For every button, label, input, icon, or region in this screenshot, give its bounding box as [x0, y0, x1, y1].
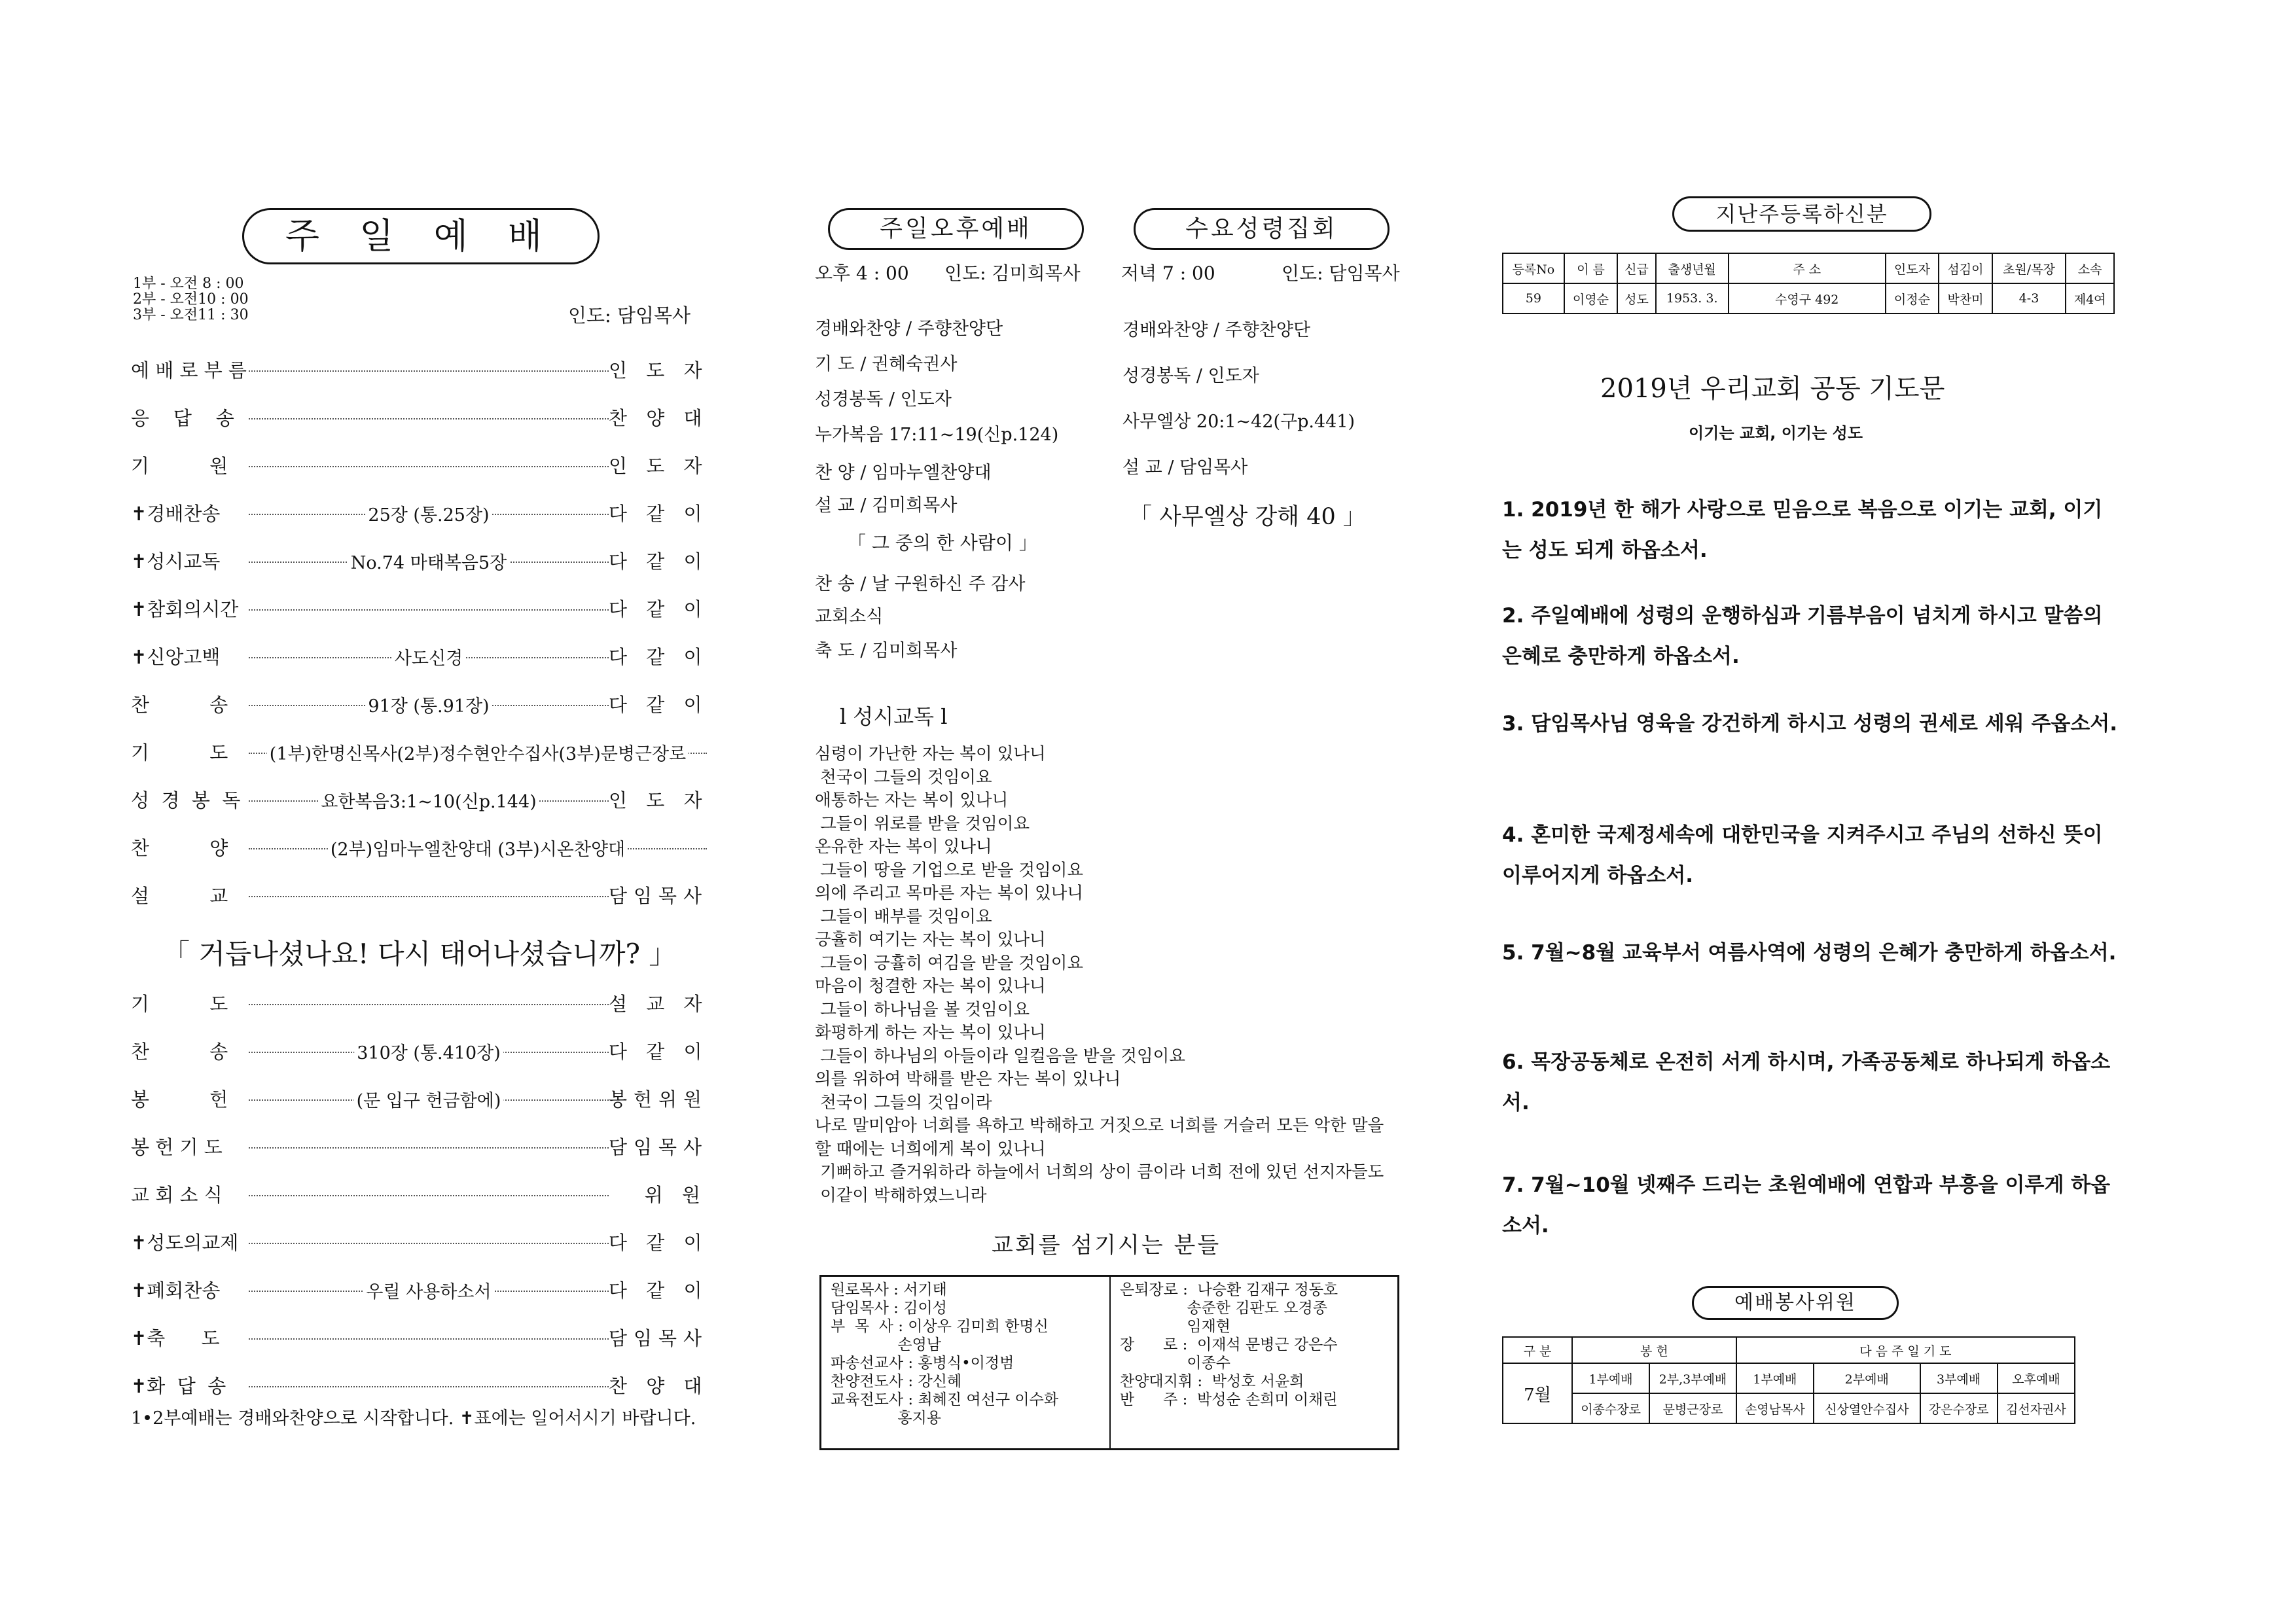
table-cell: 4-3 — [1992, 283, 2066, 313]
table-header-cell: 2부예배 — [1814, 1363, 1920, 1393]
order-item-detail: 우릴 사용하소서 — [363, 1277, 493, 1303]
order-leader-line — [249, 1132, 609, 1160]
staff-section-title: 교회를 섬기시는 분들 — [992, 1232, 1221, 1258]
order-item-person: 설 교 자 — [609, 992, 709, 1015]
order-item-detail: 사도신경 — [392, 644, 465, 669]
order-leader-line — [249, 1227, 609, 1256]
table-header-cell: 이 름 — [1564, 253, 1618, 283]
afternoon-line: 경배와찬양 / 주향찬양단 — [815, 319, 1003, 339]
order-item-person: 다 같 이 — [609, 597, 709, 620]
service-committee-table — [1502, 1336, 2075, 1424]
dotted-leader — [249, 418, 609, 419]
order-leader-line — [249, 1084, 609, 1113]
table-header-cell: 다 음 주 일 기 도 — [1736, 1337, 2075, 1363]
table-header-cell: 구 분 — [1503, 1337, 1572, 1363]
order-leader-line — [249, 832, 707, 861]
afternoon-wednesday-section — [815, 196, 1443, 1472]
order-item-label: 기 원 — [131, 454, 228, 477]
order-item-label: 예 배 로 부 름 — [131, 359, 247, 382]
table-header-cell: 1부예배 — [1572, 1363, 1649, 1393]
dotted-leader — [249, 1195, 609, 1196]
afternoon-service-title: 주일오후예배 — [828, 208, 1084, 250]
dotted-leader — [249, 609, 609, 611]
order-row — [131, 1179, 707, 1208]
registration-title: 지난주등록하신분 — [1672, 196, 1931, 232]
order-row — [131, 785, 707, 813]
afternoon-line: 성경봉독 / 인도자 — [815, 389, 952, 410]
order-item-label: ✝축 도 — [131, 1327, 220, 1349]
table-cell: 김선자권사 — [1998, 1393, 2075, 1423]
order-item-label: ✝참회의시간 — [131, 597, 239, 620]
order-row — [131, 498, 707, 527]
order-row — [131, 1275, 707, 1304]
afternoon-line: 찬 양 / 임마누엘찬양대 — [815, 463, 992, 483]
order-row — [131, 450, 707, 479]
order-item-detail: No.74 마태복음5장 — [348, 548, 510, 574]
table-header-cell: 초원/목장 — [1992, 253, 2066, 283]
staff-divider — [1109, 1277, 1111, 1448]
prayer-subtitle: 이기는 교회, 이기는 성도 — [1689, 424, 1863, 442]
table-cell: 손영남목사 — [1736, 1393, 1814, 1423]
sunday-worship-section — [131, 196, 720, 1472]
service-time-1: 1부 - 오전 8 : 00 — [133, 276, 244, 292]
table-header-cell: 출생년월 — [1656, 253, 1729, 283]
table-cell: 1953. 3. — [1656, 283, 1729, 313]
table-header-cell: 인도자 — [1886, 253, 1939, 283]
prayer-item: 7. 7월~10월 넷째주 드리는 초원예배에 연합과 부흥을 이루게 하옵소서. — [1502, 1173, 2111, 1238]
order-item-person: 찬 양 대 — [609, 406, 709, 429]
order-item-label: ✝성시교독 — [131, 550, 221, 573]
table-cell: 성도 — [1617, 283, 1656, 313]
order-item-person: 인 도 자 — [609, 359, 709, 382]
service-committee-title: 예배봉사위원 — [1692, 1286, 1899, 1320]
order-item-person: 다 같 이 — [609, 550, 709, 573]
order-leader-line — [249, 1036, 609, 1065]
order-item-detail: 310장 (통.410장) — [354, 1039, 503, 1064]
order-row — [131, 1323, 707, 1351]
order-row — [131, 1084, 707, 1113]
afternoon-line: 기 도 / 권혜숙권사 — [815, 354, 958, 374]
order-item-label: 성 경 봉 독 — [131, 789, 241, 812]
order-item-label: 찬 양 — [131, 836, 228, 859]
table-header-cell: 1부예배 — [1736, 1363, 1814, 1393]
order-item-detail: 25장 (통.25장) — [365, 501, 492, 526]
order-row — [131, 546, 707, 575]
table-cell: 수영구 492 — [1729, 283, 1886, 313]
order-item-person: 인 도 자 — [609, 789, 709, 812]
order-item-person: 찬 양 대 — [609, 1374, 709, 1397]
wednesday-sermon-title: 「 사무엘상 강해 40 」 — [1129, 504, 1366, 530]
order-item-person: 인 도 자 — [609, 454, 709, 477]
order-row — [131, 641, 707, 670]
order-row — [131, 1036, 707, 1065]
table-row — [1503, 1363, 2075, 1393]
responsive-reading-title: l 성시교독 l — [840, 704, 948, 729]
dotted-leader — [249, 896, 609, 897]
wednesday-time: 저녁 7 : 00 — [1121, 262, 1215, 284]
order-row — [131, 1370, 707, 1399]
order-item-person: 다 같 이 — [609, 1279, 709, 1302]
order-row — [131, 832, 707, 861]
order-row — [131, 880, 707, 909]
order-item-person: 다 같 이 — [609, 1040, 709, 1063]
table-cell: 신상열안수집사 — [1814, 1393, 1920, 1423]
table-header-cell: 봉 헌 — [1572, 1337, 1736, 1363]
dotted-leader — [249, 370, 609, 372]
wednesday-line: 설 교 / 담임목사 — [1122, 457, 1248, 478]
order-leader-line — [249, 641, 609, 670]
order-leader-line — [249, 1179, 609, 1208]
table-cell: 박찬미 — [1939, 283, 1992, 313]
order-item-label: 봉 헌 기 도 — [131, 1135, 223, 1158]
prayer-item: 1. 2019년 한 해가 사랑으로 믿음으로 복음으로 이기는 교회, 이기는 성도 되게 하옵소서. — [1502, 498, 2103, 562]
prayer-item: 4. 혼미한 국제정세속에 대한민국을 지켜주시고 주님의 선하신 뜻이 이루어지게 하옵소서. — [1502, 823, 2103, 887]
order-item-person: 담임목사 — [609, 884, 709, 907]
order-item-person: 담임목사 — [609, 1135, 709, 1158]
afternoon-leader: 인도: 김미희목사 — [944, 262, 1081, 284]
order-item-person: 담임목사 — [609, 1327, 709, 1349]
table-cell: 이영순 — [1564, 283, 1618, 313]
order-row — [131, 689, 707, 718]
sermon-title: 「 거듭나셨나요! 다시 태어나셨습니까? 」 — [162, 938, 677, 970]
afternoon-sermon-title: 「 그 중의 한 사람이 」 — [848, 532, 1037, 554]
wednesday-line: 성경봉독 / 인도자 — [1122, 366, 1259, 386]
table-cell: 이종수장로 — [1572, 1393, 1649, 1423]
order-item-detail: 요한복음3:1~10(신p.144) — [318, 787, 539, 813]
afternoon-line: 교회소식 — [815, 607, 884, 627]
staff-right-list: 은퇴장로 : 나승환 김재구 정동호 송준한 김판도 오경종 임재현 장 로 : 이재석 문병근 강은수 이종수 찬양대지휘 : 박성호 서윤희 반 주 : 박성순 손희미 이채린 — [1120, 1281, 1338, 1408]
order-row — [131, 402, 707, 431]
dotted-leader — [249, 1386, 609, 1387]
order-leader-line — [249, 450, 609, 479]
wednesday-line: 경배와찬양 / 주향찬양단 — [1122, 320, 1311, 340]
prayer-item: 5. 7월~8월 교육부서 여름사역에 성령의 은혜가 충만하게 하옵소서. — [1502, 941, 2117, 965]
order-item-label: 응 답 송 — [131, 406, 234, 429]
order-row — [131, 737, 707, 766]
responsive-reading-text: 심령이 가난한 자는 복이 있나니 천국이 그들의 것임이요 애통하는 자는 복이 있나니 그들이 위로를 받을 것임이요 온유한 자는 복이 있나니 그들이 땅을 기업으로 받을 것임이요 의에 주리고 목마른 자는 복이 있나니 그들이 배부를 것임이요 긍휼히 여기는 자는 복이 있나니 그들이 긍휼히 여김을 받을 것임이요 마음이 청결한 자는 복이 있나니 그들이 하나님을 볼 것임이요 화평하게 하는 자는 복이 있나니 그들이 하나님의 아들이라 일컬음을 받을 것임이요 의를 위하여 박해를 받은 자는 복이 있나니 천국이 그들의 것임이라 나로 말미암아 너희를 욕하고 박해하고 거짓으로 너희를 거슬러 모든 악한 말을 할 때에는 너희에게 복이 있나니 기뻐하고 즐거워하라 하늘에서 너희의 상이 큼이라 너희 전에 있던 선지자들도 이같이 박해하였느니라 — [815, 744, 1384, 1205]
table-row — [1503, 1337, 2075, 1363]
prayer-item: 3. 담임목사님 영육을 강건하게 하시고 성령의 권세로 세워 주옵소서. — [1502, 712, 2118, 736]
table-row — [1503, 1393, 2075, 1423]
table-header-cell: 신급 — [1617, 253, 1656, 283]
table-cell: 7월 — [1503, 1363, 1572, 1423]
dotted-leader — [249, 1004, 609, 1005]
staff-box — [819, 1275, 1399, 1450]
order-leader-line — [249, 1275, 609, 1304]
order-row — [131, 1227, 707, 1256]
order-leader-line — [249, 785, 609, 813]
registration-header-row — [1503, 253, 2114, 283]
table-header-cell: 등록No — [1503, 253, 1564, 283]
registration-data-row — [1503, 283, 2114, 313]
table-cell: 문병근장로 — [1649, 1393, 1736, 1423]
order-item-label: 교 회 소 식 — [131, 1183, 223, 1206]
order-item-person: 봉헌위원 — [609, 1088, 709, 1111]
table-header-cell: 3부예배 — [1920, 1363, 1998, 1393]
wednesday-service-title: 수요성령집회 — [1134, 208, 1390, 250]
staff-left-list: 원로목사 : 서기태 담임목사 : 김이성 부 목 사 : 이상우 김미희 한명신 손영남 파송선교사 : 홍병식•이정범 찬양전도사 : 강신혜 교육전도사 : 최혜진 여선구 이수화 홍지용 — [831, 1281, 1059, 1427]
order-item-detail: 91장 (통.91장) — [365, 692, 492, 717]
order-item-detail: (2부)임마누엘찬양대 (3부)시온찬양대 — [328, 835, 628, 861]
order-leader-line — [249, 402, 609, 431]
order-item-label: ✝성도의교제 — [131, 1231, 239, 1254]
order-item-label: 설 교 — [131, 884, 228, 907]
order-leader-line — [249, 1323, 609, 1351]
dotted-leader — [249, 466, 609, 467]
order-item-person: 다 같 이 — [609, 645, 709, 668]
prayer-title: 2019년 우리교회 공동 기도문 — [1600, 374, 1945, 404]
order-row — [131, 594, 707, 622]
table-header-cell: 소속 — [2066, 253, 2114, 283]
order-row — [131, 988, 707, 1017]
order-leader-line — [249, 546, 609, 575]
dotted-leader — [249, 1338, 609, 1340]
order-item-label: 찬 송 — [131, 693, 228, 716]
order-item-person: 다 같 이 — [609, 693, 709, 716]
order-leader-line — [249, 880, 609, 909]
table-header-cell: 섬김이 — [1939, 253, 1992, 283]
prayer-item: 2. 주일예배에 성령의 운행하심과 기름부음이 넘치게 하시고 말씀의 은혜로 충만하게 하옵소서. — [1502, 604, 2103, 668]
order-item-person: 다 같 이 — [609, 1231, 709, 1254]
order-leader-line — [249, 689, 609, 718]
order-row — [131, 1132, 707, 1160]
table-cell: 강은수장로 — [1920, 1393, 1998, 1423]
registration-table — [1502, 253, 2115, 314]
order-leader-line — [249, 1370, 609, 1399]
service-time-3: 3부 - 오전11 : 30 — [133, 307, 249, 323]
table-cell: 이정순 — [1886, 283, 1939, 313]
table-header-cell: 2부,3부예배 — [1649, 1363, 1736, 1393]
worship-leader: 인도: 담임목사 — [568, 304, 691, 327]
order-leader-line — [249, 737, 707, 766]
sunday-worship-title: 주 일 예 배 — [242, 208, 600, 264]
table-header-cell: 오후예배 — [1998, 1363, 2075, 1393]
wednesday-line: 사무엘상 20:1~42(구p.441) — [1122, 412, 1355, 432]
order-item-label: 기 도 — [131, 741, 228, 764]
order-item-label: 기 도 — [131, 992, 228, 1015]
afternoon-line: 축 도 / 김미희목사 — [815, 641, 958, 661]
wednesday-leader: 인도: 담임목사 — [1282, 262, 1400, 284]
service-times — [133, 276, 249, 323]
order-leader-line — [249, 498, 609, 527]
order-item-label: 찬 송 — [131, 1040, 228, 1063]
order-item-person: 다 같 이 — [609, 502, 709, 525]
table-cell: 제4여 — [2066, 283, 2114, 313]
order-leader-line — [249, 355, 609, 383]
order-item-label: ✝화 답 송 — [131, 1374, 226, 1397]
prayer-item: 6. 목장공동체로 온전히 서게 하시며, 가족공동체로 하나되게 하옵소서. — [1502, 1050, 2111, 1115]
worship-footnote: 1•2부예배는 경배와찬양으로 시작합니다. ✝표에는 일어서시기 바랍니다. — [131, 1408, 696, 1429]
afternoon-time: 오후 4 : 00 — [815, 262, 909, 284]
afternoon-line: 누가복음 17:11~19(신p.124) — [815, 425, 1059, 445]
afternoon-line: 설 교 / 김미희목사 — [815, 495, 958, 516]
afternoon-line: 찬 송 / 날 구원하신 주 감사 — [815, 574, 1026, 594]
registration-prayer-section — [1502, 196, 2157, 1472]
order-item-detail: (문 입구 헌금함에) — [354, 1086, 504, 1112]
dotted-leader — [249, 1147, 609, 1149]
order-item-person: 위 원 — [644, 1183, 707, 1206]
table-cell: 59 — [1503, 283, 1564, 313]
order-item-label: ✝폐회찬송 — [131, 1279, 221, 1302]
order-leader-line — [249, 594, 609, 622]
service-time-2: 2부 - 오전10 : 00 — [133, 291, 249, 308]
order-item-label: ✝경배찬송 — [131, 502, 221, 525]
order-item-detail: (1부)한명신목사(2부)정수현안수집사(3부)문병근장로 — [267, 740, 689, 765]
order-item-label: 봉 헌 — [131, 1088, 228, 1111]
order-row — [131, 355, 707, 383]
order-item-label: ✝신앙고백 — [131, 645, 221, 668]
order-leader-line — [249, 988, 609, 1017]
dotted-leader — [249, 1243, 609, 1244]
table-header-cell: 주 소 — [1729, 253, 1886, 283]
